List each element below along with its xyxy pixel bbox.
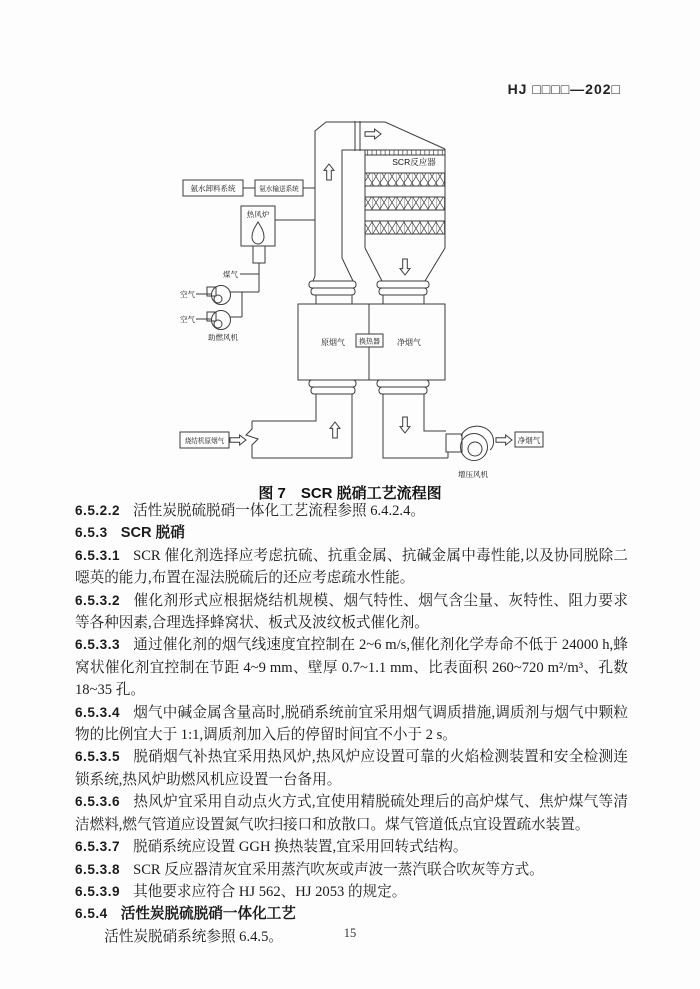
- arrow-right-top-duct: [365, 129, 381, 139]
- clause-text: SCR 反应器清灰宜采用蒸汽吹灰或声波一蒸汽联合吹灰等方式。: [133, 861, 544, 878]
- catalyst-layer-3: [365, 221, 445, 234]
- air-top-label: 空气: [180, 290, 195, 299]
- raw-flue-gas-label: 原烟气: [321, 338, 345, 347]
- clause-6-5-3-heading: [75, 522, 628, 544]
- ammonia-injection-grid: [365, 150, 445, 155]
- clause-text: 活性炭脱硝系统参照 6.4.5。: [104, 928, 283, 945]
- clause-number: 6.5.3.5: [75, 749, 121, 765]
- clause-6-5-3-8: [75, 859, 628, 881]
- clause-number: 6.5.3.7: [75, 839, 121, 855]
- heat-exchanger-label: 换热器: [359, 338, 380, 346]
- flame-icon: [252, 222, 264, 244]
- clause-number: 6.5.4: [75, 906, 108, 922]
- air-bottom-label: 空气: [180, 315, 195, 324]
- process-flow-diagram: [172, 118, 552, 480]
- clause-text: 通过催化剂的烟气线速度宜控制在 2~6 m/s,催化剂化学寿命不低于 24000 h,蜂窝状催化剂宜控制在节距 4~9 mm、壁厚 0.7~1.1 mm、比表面积 260~720 m²/m³、孔数 18~35 孔。: [75, 637, 628, 699]
- clause-text-block: [75, 500, 628, 948]
- burner: [253, 246, 265, 263]
- clause-6-5-3-1: [75, 545, 628, 590]
- clause-text: SCR 催化剂选择应考虑抗硫、抗重金属、抗碱金属中毒性能,以及协同脱除二噁英的能力,布置在湿法脱硫后的还应考虑疏水性能。: [75, 547, 628, 587]
- sinter-inlet-label: 烧结机原烟气: [184, 438, 225, 445]
- booster-fan: [446, 426, 494, 460]
- booster-fan-icon: [461, 434, 488, 461]
- arrow-clean-outlet: [496, 435, 512, 445]
- clause-6-5-4-heading: [75, 903, 628, 925]
- clause-number: 6.5.3.2: [75, 592, 121, 608]
- clean-outlet-label: 净烟气: [517, 436, 541, 445]
- clean-flue-gas-label: 净烟气: [397, 338, 421, 347]
- arrow-sinter-inlet: [230, 435, 246, 445]
- clause-6-5-3-3: [75, 634, 628, 701]
- arrow-down-right-duct: [400, 417, 410, 433]
- hot-air-furnace-label: 热风炉: [246, 210, 270, 219]
- clause-number: 6.5.3.9: [75, 883, 121, 899]
- clause-text: 其他要求应符合 HJ 562、HJ 2053 的规定。: [133, 883, 407, 900]
- clause-number: 6.5.3.1: [75, 547, 121, 563]
- heat-exchanger-block: [298, 304, 445, 380]
- clause-6-5-3-9: [75, 881, 628, 903]
- clause-text: 热风炉宜采用自动点火方式,宜使用精脱硫处理后的高炉煤气、焦炉煤气等清洁燃料,燃气管道应设置氮气吹扫接口和放散口。煤气管道低点宜设置疏水装置。: [75, 794, 628, 833]
- clause-6-5-3-4: [75, 702, 628, 747]
- combustion-fan-label: 助燃风机: [208, 333, 238, 342]
- clause-number: 6.5.2.2: [75, 503, 121, 518]
- clause-text: 脱硝系统应设置 GGH 换热装置,宜采用回转式结构。: [133, 839, 468, 856]
- booster-fan-inlet: [446, 434, 462, 452]
- clause-text: 催化剂形式应根据烧结机规模、烟气特性、烟气含尘量、灰特性、阻力要求等各种因素,合理选择蜂窝状、板式及波纹板式催化剂。: [75, 592, 628, 632]
- figure-caption: 图 7 SCR 脱硝工艺流程图: [258, 485, 442, 502]
- catalyst-layer-1: [365, 173, 445, 186]
- clause-6-5-2-2: [75, 500, 628, 522]
- clause-text: 活性炭脱硫脱硝一体化工艺流程参照 6.4.2.4。: [133, 503, 425, 519]
- clause-6-5-3-7: [75, 836, 628, 858]
- scr-reactor-label: SCR反应器: [392, 157, 436, 167]
- clause-text: 活性炭脱硫脱硝一体化工艺: [120, 906, 296, 923]
- fan-scroll-icon: [461, 426, 494, 450]
- arrow-up-riser: [324, 164, 334, 180]
- coal-gas-label: 煤气: [223, 270, 238, 279]
- clause-number: 6.5.3.3: [75, 637, 121, 653]
- arrow-up-left-elbow: [330, 422, 340, 438]
- clause-number: 6.5.3.6: [75, 794, 121, 810]
- clause-text: 脱硝烟气补热宜采用热风炉,热风炉应设置可靠的火焰检测装置和安全检测连锁系统,热风炉助燃风机应设置一台备用。: [75, 749, 628, 788]
- clause-6-5-3-5: [75, 746, 628, 791]
- clause-text: SCR 脱硝: [120, 525, 185, 542]
- clean-outlet: [515, 432, 543, 447]
- arrow-down-hopper: [400, 259, 410, 275]
- scr-reactor: [365, 150, 445, 234]
- combustion-fans: [207, 286, 231, 330]
- duct-outlines: [246, 121, 448, 458]
- standard-code-header: HJ □□□□—202□: [507, 81, 621, 97]
- ammonia-conveying-label: 氨水输送系统: [259, 186, 299, 193]
- ammonia-system: [183, 180, 315, 196]
- hot-air-furnace: [241, 206, 315, 263]
- clause-number: 6.5.3.4: [75, 704, 121, 720]
- clause-6-5-3-2: [75, 590, 628, 635]
- catalyst-layer-2: [365, 197, 445, 210]
- booster-fan-label: 增压风机: [458, 470, 488, 479]
- clause-text: 烟气中碱金属含量高时,脱硝系统前宜采用烟气调质措施,调质剂与烟气中颗粒物的比例宜大于 1:1,调质剂加入后的停留时间宜不小于 2 s。: [75, 704, 628, 744]
- clause-6-5-3-6: [75, 791, 628, 836]
- clause-number: 6.5.3: [75, 525, 108, 541]
- page-number: 15: [343, 926, 357, 940]
- ammonia-unloading-label: 氨水卸料系统: [190, 184, 236, 193]
- clause-number: 6.5.3.8: [75, 861, 121, 877]
- sinter-inlet: [180, 432, 229, 448]
